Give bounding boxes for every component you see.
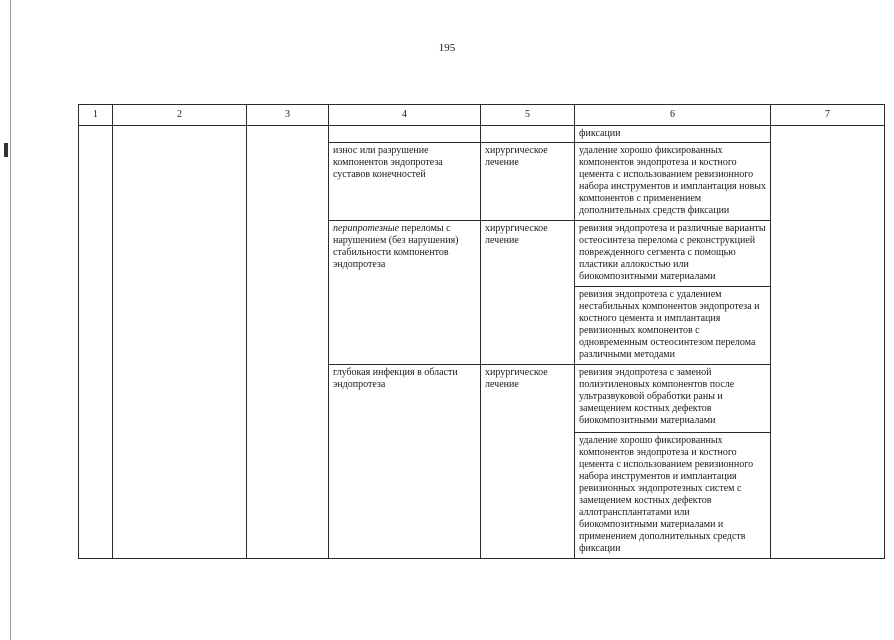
header-col-5: 5 (481, 105, 575, 126)
cell-treatment-method-infection-b: удаление хорошо фиксированных компонентов эндопротеза и костного цемента с использованием ревизионного набора инструментов и имплантация ревизионных эндопротезных систем с замещением костных дефектов аллотрансплантатами или биокомпозитными материалами и применением дополнительных средств фиксации (575, 433, 771, 559)
header-col-2: 2 (113, 105, 247, 126)
cell-col-3 (247, 126, 329, 559)
cell-treatment-method-wear: удаление хорошо фиксированных компонентов эндопротеза и костного цемента с использованием ревизионного набора инструментов и имплантация новых компонентов с применением дополнительных средств фиксации (575, 143, 771, 221)
diagnosis-italic-word: перипротезные (333, 223, 400, 234)
header-col-1: 1 (79, 105, 113, 126)
diagnosis-text: переломы с нарушением (без нарушения) стабильности компонентов эндопротеза (333, 223, 459, 270)
cell-treatment-method-periprosthetic-a: ревизия эндопротеза и различные варианты остеосинтеза перелома с реконструкцией поврежденного сегмента с помощью пластики аллокостью или биокомпозитными материалами (575, 221, 771, 287)
cell-treatment-type-wear: хирургическое лечение (481, 143, 575, 221)
scan-margin-mark (4, 143, 8, 157)
cell-diagnosis-infection: глубокая инфекция в области эндопротеза (329, 365, 481, 559)
medical-care-table (78, 104, 885, 559)
cell-diagnosis-wear: износ или разрушение компонентов эндопротеза суставов конечностей (329, 143, 481, 221)
table-header-row (79, 105, 885, 126)
cell-col-7 (771, 126, 885, 559)
cell-col-4-continuation (329, 126, 481, 143)
header-col-4: 4 (329, 105, 481, 126)
table-row (79, 126, 885, 143)
cell-treatment-type-infection: хирургическое лечение (481, 365, 575, 559)
header-col-7: 7 (771, 105, 885, 126)
cell-treatment-type-periprosthetic: хирургическое лечение (481, 221, 575, 365)
cell-col-2 (113, 126, 247, 559)
scan-page-edge (10, 0, 11, 640)
cell-treatment-continuation: фиксации (575, 126, 771, 143)
cell-treatment-method-periprosthetic-b: ревизия эндопротеза с удалением нестабильных компонентов эндопротеза и костного цемента и имплантация ревизионных компонентов с одновременным остеосинтезом перелома различными методами (575, 287, 771, 365)
header-col-3: 3 (247, 105, 329, 126)
header-col-6: 6 (575, 105, 771, 126)
cell-treatment-method-infection-a: ревизия эндопротеза с заменой полиэтиленовых компонентов после ультразвуковой обработки раны и замещением костных дефектов биокомпозитными материалами (575, 365, 771, 433)
page-number: 195 (438, 42, 456, 54)
cell-diagnosis-periprosthetic (329, 221, 481, 365)
cell-col-5-continuation (481, 126, 575, 143)
cell-col-1 (79, 126, 113, 559)
